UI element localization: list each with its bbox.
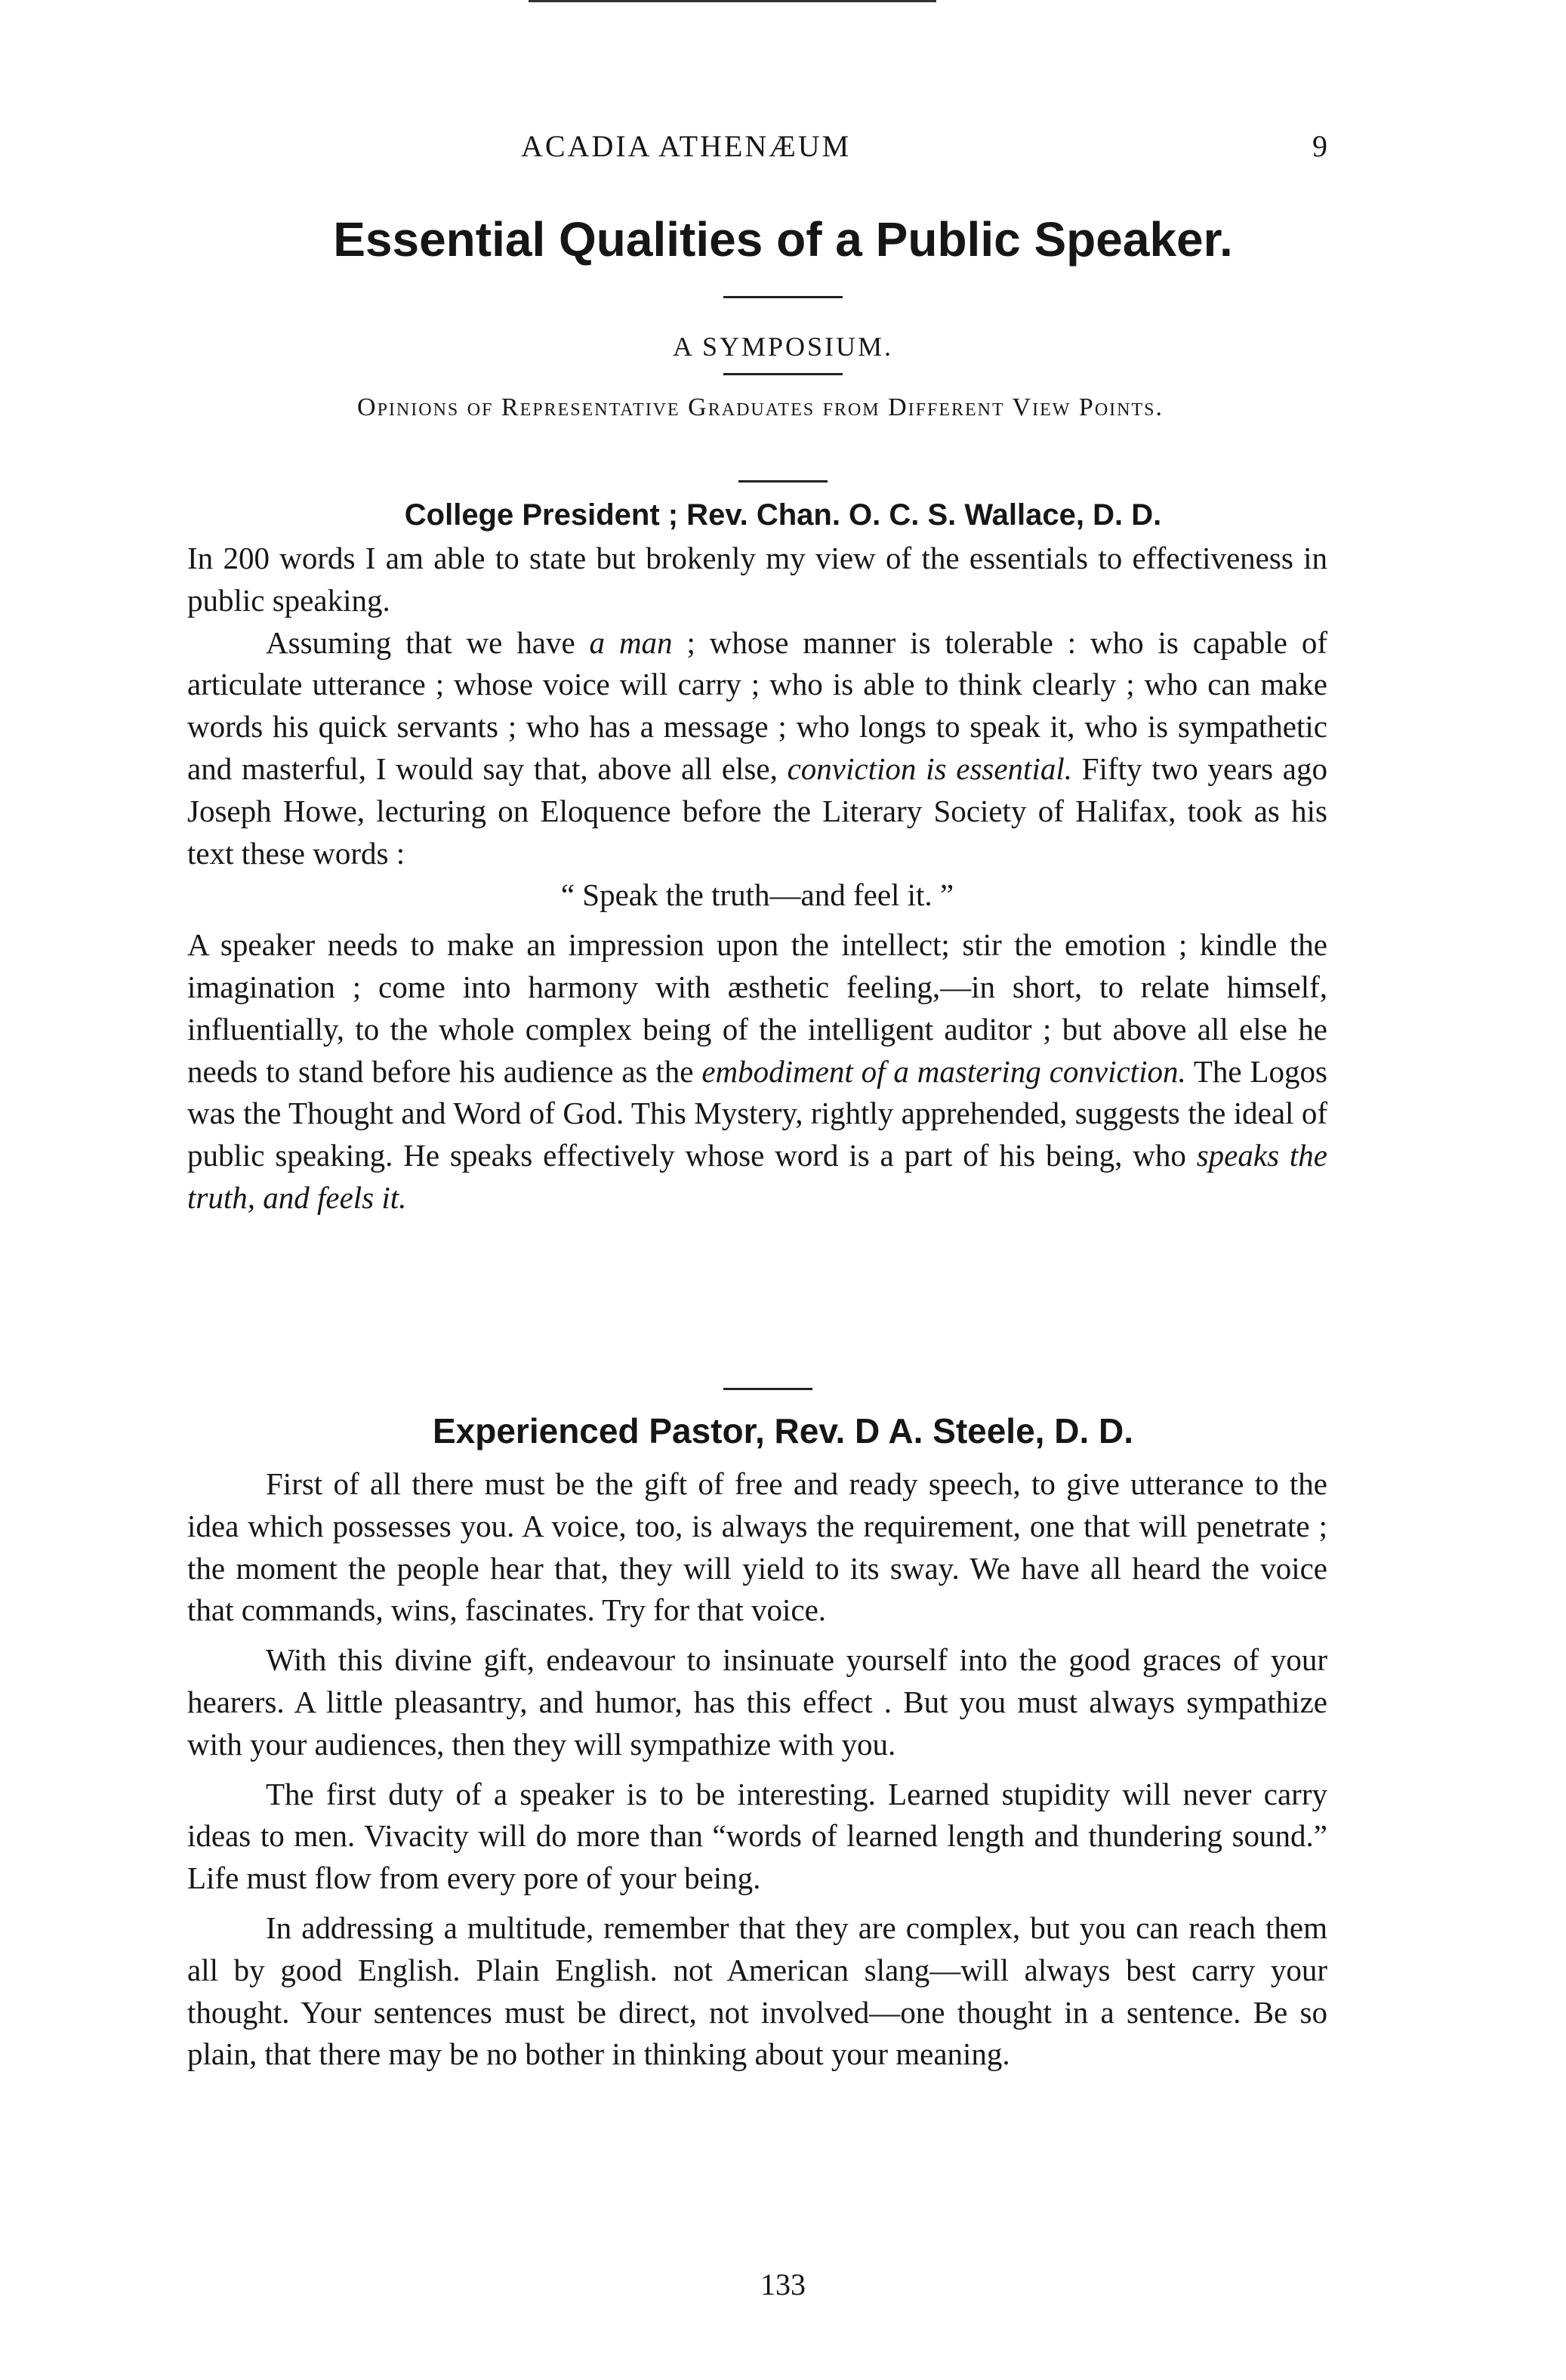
paragraph: In 200 words I am able to state but brokenly my view of the essentials to effectiveness in public speaking.	[187, 541, 1327, 618]
page-marker: 9	[1312, 129, 1330, 163]
article-subtitle: A SYMPOSIUM.	[672, 331, 894, 362]
section-college-president-body	[187, 538, 1327, 1219]
paragraph: Assuming that we have a man ; whose manner is tolerable : who is capable of articulate utterance ; whose voice will carry ; who is able to think clearly ; who can make words his quick servants ; who has a message ; who longs to speak it, who is sympathetic and masterful, I would say that, above all else, conviction is essential. Fifty two years ago Joseph Howe, lecturing on Eloquence before the Literary Society of Halifax, took as his text these words :	[187, 624, 1327, 871]
article-title: Essential Qualities of a Public Speaker.	[333, 212, 1233, 267]
paragraph: A speaker needs to make an impression upon the intellect; stir the emotion ; kindle the imagination ; come into harmony with æsthetic feeling,—in short, to relate himself, influentially, to the whole complex being of the intelligent auditor ; but above all else he needs to stand before his audience as the embodiment of a mastering conviction. The Logos was the Thought and Word of God. This Mystery, rightly apprehended, suggests the ideal of public speaking. He speaks effectively whose word is a part of his being, who speaks the truth, and feels it.	[187, 927, 1327, 1215]
opinions-divider	[738, 480, 828, 482]
subtitle-divider	[723, 373, 843, 375]
paragraph: First of all there must be the gift of free and ready speech, to give utterance to the idea which possesses you. A voice, too, is always the requirement, one that will penetrate ; the moment the people hear that, they will yield to its sway. We have all heard the voice that commands, wins, fascinates. Try for that voice.	[187, 1466, 1327, 1628]
paragraph: With this divine gift, endeavour to insinuate yourself into the good graces of your hearers. A little pleasantry, and humor, has this effect . But you must always sympathize with your audiences, then they will sympathize with you.	[187, 1642, 1327, 1762]
article-opinions-line: Opinions of Representative Graduates from Different View Points.	[357, 393, 1164, 421]
section-heading-college-president: College President ; Rev. Chan. O. C. S. Wallace, D. D.	[404, 498, 1162, 532]
title-divider	[723, 296, 843, 298]
top-edge-rule	[529, 0, 936, 5]
quotation: “ Speak the truth—and feel it. ”	[560, 877, 954, 913]
running-title: ACADIA ATHENÆUM	[521, 129, 852, 163]
section-heading-experienced-pastor: Experienced Pastor, Rev. D A. Steele, D. D.	[432, 1411, 1134, 1451]
section-experienced-pastor-body	[187, 1463, 1327, 2076]
page-folio: 133	[760, 2267, 806, 2301]
paragraph: The first duty of a speaker is to be interesting. Learned stupidity will never carry ideas to men. Vivacity will do more than “words of learned length and thundering sound.” Life must flow from every pore of your being.	[187, 1776, 1327, 1896]
paragraph: In addressing a multitude, remember that they are complex, but you can reach them all by good English. Plain English. not American slang—will always best carry your thought. Your sentences must be direct, not involved—one thought in a sentence. Be so plain, that there may be no bother in thinking about your meaning.	[187, 1910, 1327, 2072]
section-divider	[723, 1388, 812, 1390]
